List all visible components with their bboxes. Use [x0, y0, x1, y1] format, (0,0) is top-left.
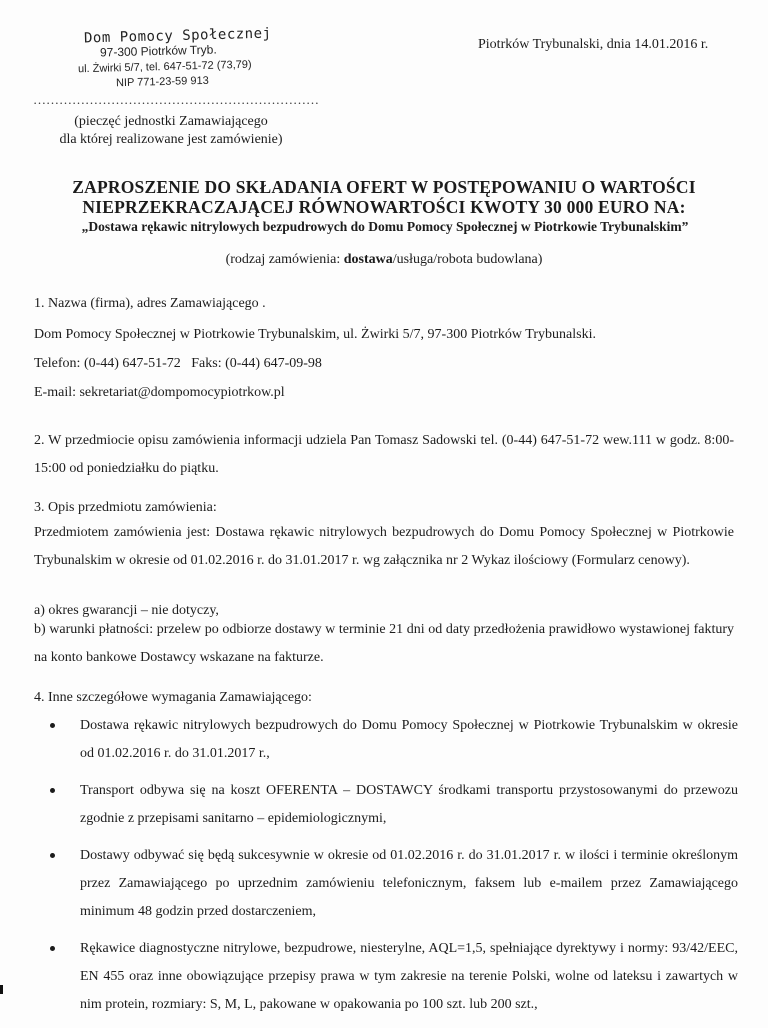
section2-text: 2. W przedmiocie opisu zamówienia informacji udziela Pan Tomasz Sadowski tel. (0-44) 647-51-72 wew.111 w godz. 8:00-15:00 od poniedziałku do piątku. [34, 433, 734, 476]
section1-heading: 1. Nazwa (firma), adres Zamawiającego . [34, 296, 266, 311]
title-line: NIEPRZEKRACZAJĄCEJ RÓWNOWARTOŚCI KWOTY 30 000 EURO NA: [82, 197, 686, 217]
stamp-caption-line: (pieczęć jednostki Zamawiającego [74, 114, 268, 129]
list-item [48, 842, 738, 926]
section3-point-b: b) warunki płatności: przelew po odbiorze dostawy w terminie 21 dni od daty przedłożenia prawidłowo wystawionej faktury na konto bankowe Dostawcy wskazane na fakturze. [34, 622, 734, 665]
stamp-nip: NIP 771-23-59 913 [115, 74, 209, 90]
order-kind-selected: dostawa [343, 252, 393, 267]
section1-address: Dom Pomocy Społecznej w Piotrkowie Trybunalskim, ul. Żwirki 5/7, 97-300 Piotrków Trybunalski. [34, 327, 596, 342]
list-item [48, 712, 738, 768]
stamp-placeholder-dots: ………………………………………………………… [33, 92, 319, 107]
stamp-city: 97-300 Piotrków Tryb. [99, 42, 217, 60]
section4-heading: 4. Inne szczegółowe wymagania Zamawiającego: [34, 690, 312, 705]
list-item-text: Transport odbywa się na koszt OFERENTA – DOSTAWCY środkami transportu przystosowanymi do przewozu zgodnie z przepisami sanitarno – epidemiologicznymi, [80, 783, 738, 826]
order-kind [40, 252, 728, 268]
section1-phone: Telefon: (0-44) 647-51-72 Faks: (0-44) 647-09-98 [34, 356, 322, 371]
list-item-text: Dostawa rękawic nitrylowych bezpudrowych do Domu Pomocy Społecznej w Piotrkowie Trybunalskim w okresie od 01.02.2016 r. do 31.01.2017 r., [80, 718, 738, 761]
list-item-text: Rękawice diagnostyczne nitrylowe, bezpudrowe, niesterylne, AQL=1,5, spełniające dyrektywy i normy: 93/42/EEC, EN 455 oraz inne obowiązujące przepisy prawa w tym zakresie na terenie Polski, wolne od lateksu i zawartych w nim protein, rozmiary: S, M, L, pakowane w opakowania po 100 szt. lub 200 szt., [80, 941, 738, 1012]
place-and-date: Piotrków Trybunalski, dnia 14.01.2016 r. [478, 37, 709, 52]
stamp-caption-line: dla której realizowane jest zamówienie) [59, 132, 283, 147]
list-item [48, 935, 738, 1019]
list-item-text: Dostawy odbywać się będą sukcesywnie w okresie od 01.02.2016 r. do 31.01.2017 r. w ilości i terminie określonym przez Zamawiającego po uprzednim zamówieniu telefonicznym, faksem lub e-mailem przez Zamawiającego minimum 48 godzin przed dostarczeniem, [80, 848, 738, 919]
order-kind-before: (rodzaj zamówienia: [225, 252, 344, 267]
stamp-caption [30, 113, 312, 149]
stamp-name: Dom Pomocy Społecznej [83, 25, 272, 47]
scan-edge-mark [0, 985, 3, 994]
document-title [40, 177, 728, 217]
title-line: ZAPROSZENIE DO SKŁADANIA OFERT W POSTĘPOWANIU O WARTOŚCI [72, 177, 696, 197]
order-subject: „Dostawa rękawic nitrylowych bezpudrowych do Domu Pomocy Społecznej w Piotrkowie Trybunalskim” [81, 219, 689, 234]
section1-email: E-mail: sekretariat@dompomocypiotrkow.pl [34, 385, 285, 400]
section3-point-a: a) okres gwarancji – nie dotyczy, [34, 603, 219, 618]
list-item [48, 777, 738, 833]
stamp-address: ul. Żwirki 5/7, tel. 647-51-72 (73,79) [77, 58, 252, 76]
section3-heading: 3. Opis przedmiotu zamówienia: [34, 500, 217, 515]
section3-text: Przedmiotem zamówienia jest: Dostawa rękawic nitrylowych bezpudrowych do Domu Pomocy Społecznej w Piotrkowie Trybunalskim w okresie od 01.02.2016 r. do 31.01.2017 r. wg załącznika nr 2 Wykaz ilościowy (Formularz cenowy). [34, 525, 734, 568]
order-kind-after: /usługa/robota budowlana) [392, 252, 543, 267]
requirements-list [48, 712, 738, 1028]
